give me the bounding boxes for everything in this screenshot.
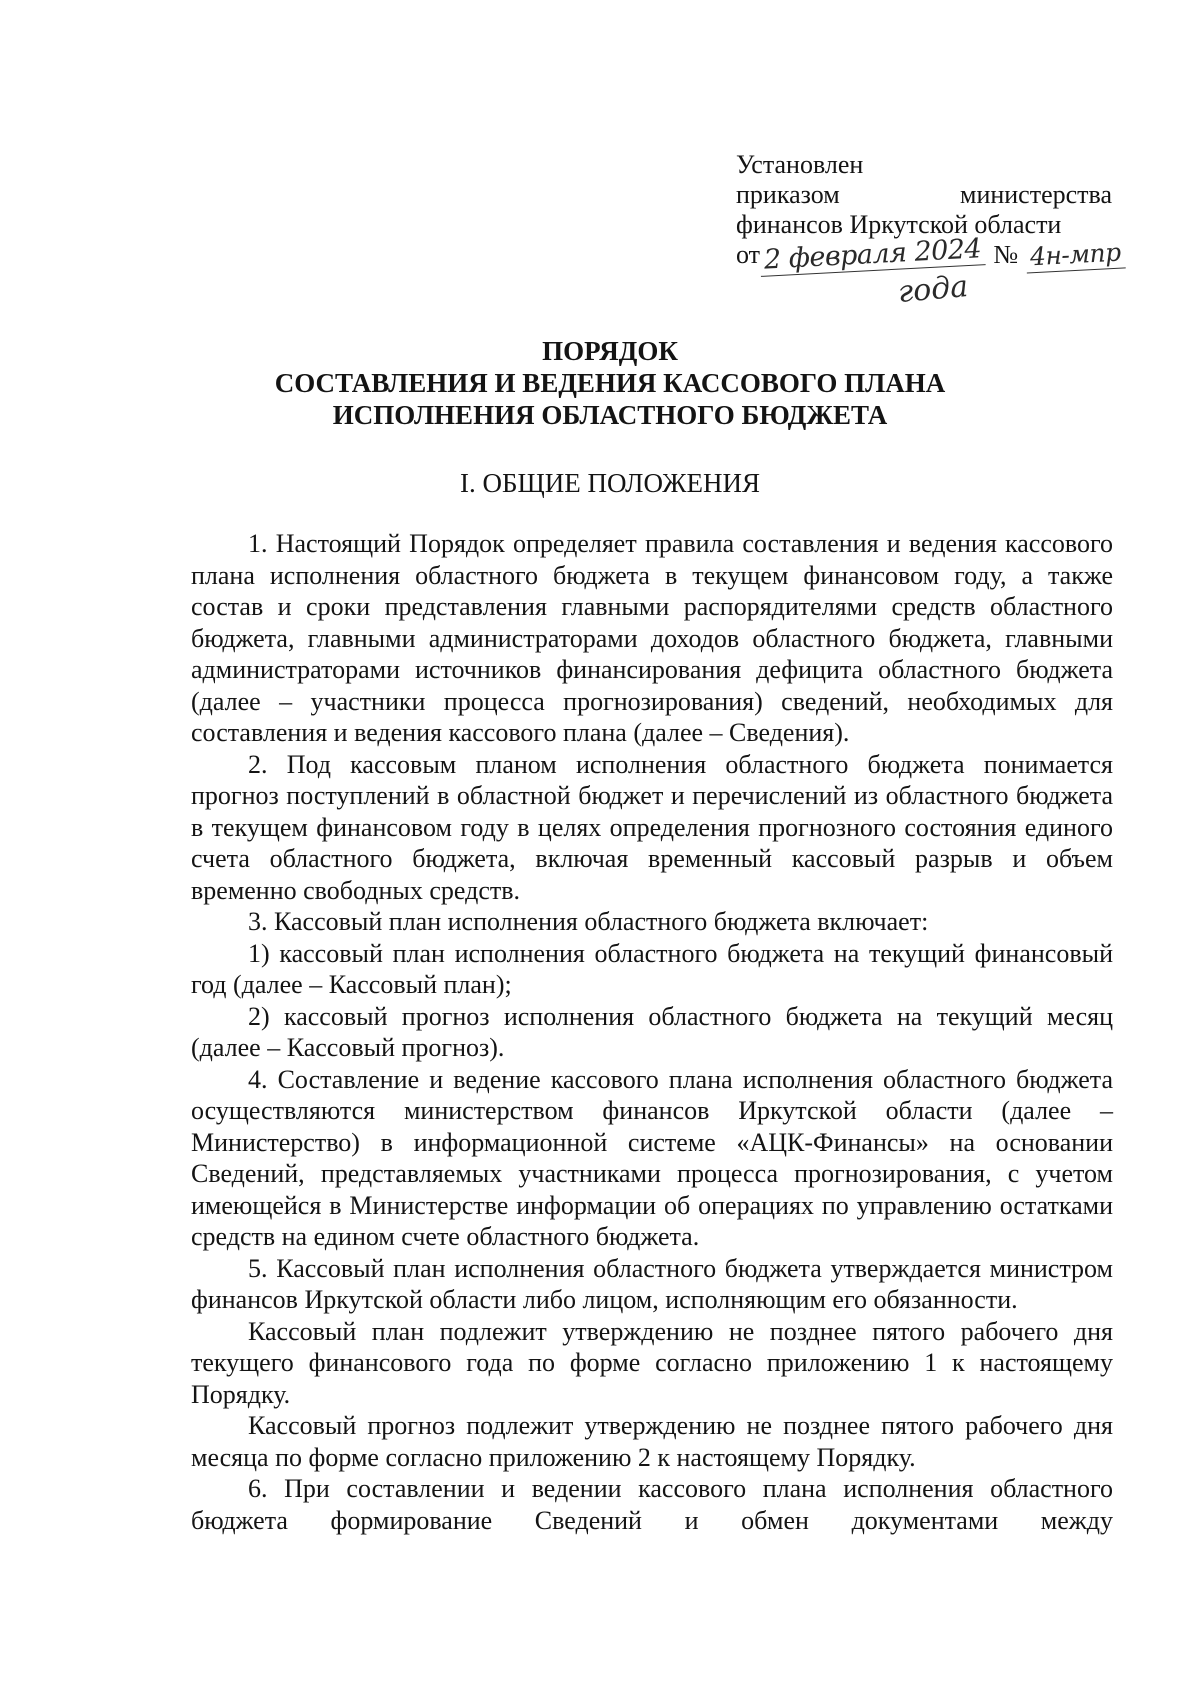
- paragraph-4: 4. Составление и ведение кассового плана исполнения областного бюджета осуществляются министерством финансов Иркутской области (далее – Министерство) в информационной системе «АЦК-Финансы» на основании Сведений, представляемых участниками процесса прогнозирования, с учетом имеющейся в Министерстве информации об операциях по управлению остатками средств на едином счете областного бюджета.: [191, 1064, 1113, 1251]
- document-title: [170, 335, 1050, 431]
- title-line-1: ПОРЯДОК: [542, 336, 678, 366]
- document-body: [191, 528, 1113, 1536]
- handwritten-year: года: [896, 269, 970, 310]
- approval-block: [736, 150, 1122, 310]
- paragraph-3: 3. Кассовый план исполнения областного бюджета включает:: [248, 907, 929, 936]
- approval-ministry-word: министерства: [959, 180, 1112, 209]
- paragraph-3-item-2: 2) кассовый прогноз исполнения областного бюджета на текущий месяц (далее – Кассовый прогноз).: [191, 1001, 1113, 1062]
- paragraph-6: 6. При составлении и ведении кассового плана исполнения областного бюджета формирование Сведений и обмен документами между: [191, 1474, 1113, 1535]
- approval-line-established: Установлен: [736, 150, 864, 179]
- handwritten-number: 4н-мпр: [1025, 237, 1125, 273]
- paragraph-3-item-1: 1) кассовый план исполнения областного бюджета на текущий финансовый год (далее – Кассовый план);: [191, 938, 1113, 999]
- number-sign: №: [993, 240, 1019, 269]
- paragraph-5-plan: Кассовый план подлежит утверждению не позднее пятого рабочего дня текущего финансового года по форме согласно приложению 1 к настоящему Порядку.: [191, 1316, 1113, 1409]
- approval-line-ministry: финансов Иркутской области: [736, 210, 1062, 239]
- paragraph-2: 2. Под кассовым планом исполнения областного бюджета понимается прогноз поступлений в областной бюджет и перечислений из областного бюджета в текущем финансовом году в целях определения прогнозного состояния единого счета областного бюджета, включая временный кассовый разрыв и объем временно свободных средств.: [191, 749, 1113, 905]
- approval-order-word: приказом: [736, 180, 840, 209]
- approval-line-order: [736, 180, 1112, 210]
- paragraph-1: 1. Настоящий Порядок определяет правила составления и ведения кассового плана исполнения областного бюджета в текущем финансовом году, а также состав и сроки представления главными распорядителями средств областного бюджета, главными администраторами доходов областного бюджета, главными администраторами источников финансирования дефицита областного бюджета (далее – участники процесса прогнозирования) сведений, необходимых для составления и ведения кассового плана (далее – Сведения).: [191, 529, 1113, 747]
- paragraph-5: 5. Кассовый план исполнения областного бюджета утверждается министром финансов Иркутской области либо лицом, исполняющим его обязанности.: [191, 1253, 1113, 1314]
- handwritten-date: 2 февраля 2024: [759, 234, 986, 277]
- approval-date-line: [736, 233, 1122, 276]
- title-line-2: СОСТАВЛЕНИЯ И ВЕДЕНИЯ КАССОВОГО ПЛАНА: [274, 368, 946, 398]
- section-heading: I. ОБЩИЕ ПОЛОЖЕНИЯ: [460, 468, 760, 498]
- date-prefix: от: [736, 240, 761, 269]
- title-line-3: ИСПОЛНЕНИЯ ОБЛАСТНОГО БЮДЖЕТА: [332, 400, 888, 430]
- paragraph-5-forecast: Кассовый прогноз подлежит утверждению не позднее пятого рабочего дня месяца по форме согласно приложению 2 к настоящему Порядку.: [191, 1411, 1113, 1472]
